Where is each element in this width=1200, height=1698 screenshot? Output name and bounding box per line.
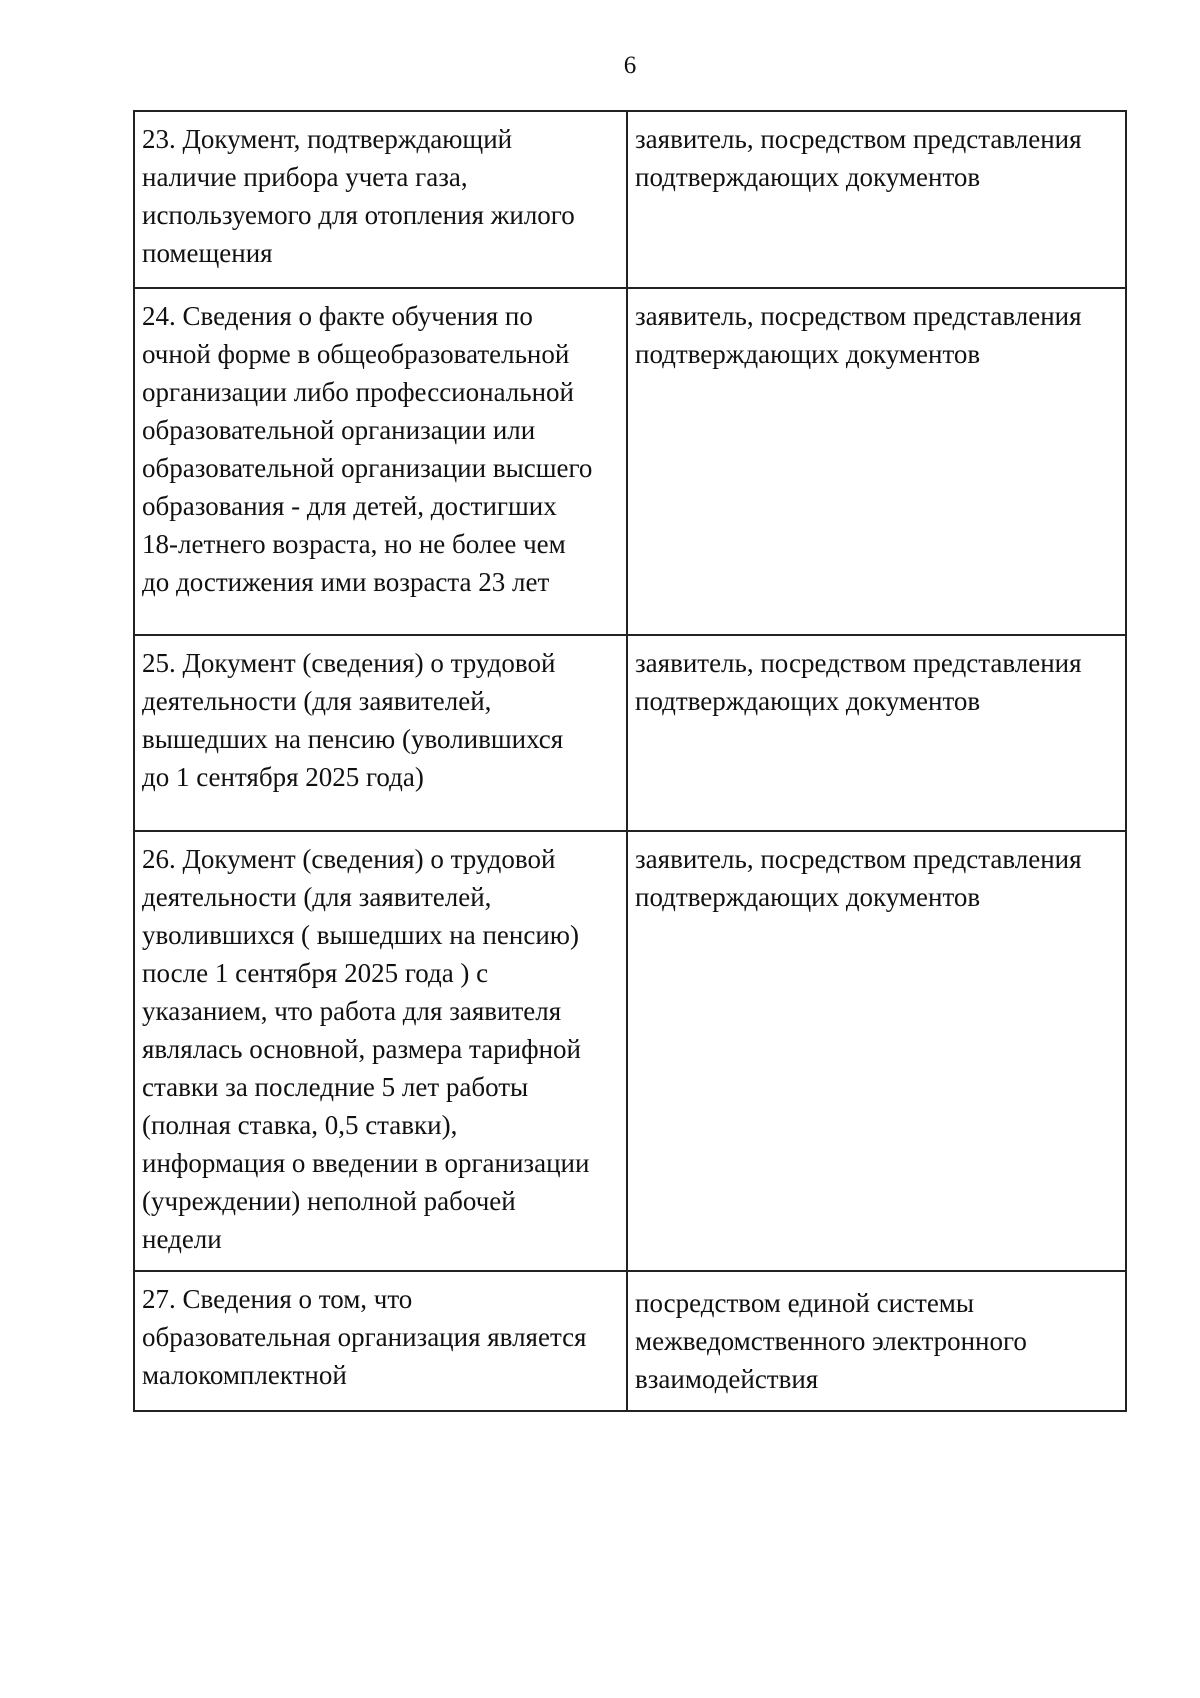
document-cell: 24. Сведения о факте обучения по очной форме в общеобразовательной организации либо профессиональной образовательной организации или образовательной организации высшего образования - для детей, достигших 18-летнего возраста, но не более чем до достижения ими возраста 23 лет [134,288,627,635]
source-cell: заявитель, посредством представления подтверждающих документов [627,831,1126,1271]
document-cell: 27. Сведения о том, что образовательная организация является малокомплектной [134,1271,627,1411]
source-cell: заявитель, посредством представления подтверждающих документов [627,111,1126,288]
source-cell: заявитель, посредством представления подтверждающих документов [627,288,1126,635]
source-cell: посредством единой системы межведомственного электронного взаимодействия [627,1271,1126,1411]
page-number: 6 [623,52,637,79]
documents-table [133,110,1127,1412]
table-row [134,635,1126,831]
document-cell: 23. Документ, подтверждающий наличие прибора учета газа, используемого для отопления жилого помещения [134,111,627,288]
table-row [134,1271,1126,1411]
table-row [134,288,1126,635]
document-cell: 26. Документ (сведения) о трудовой деятельности (для заявителей, уволившихся ( вышедших на пенсию) после 1 сентября 2025 года ) с указанием, что работа для заявителя являлась основной, размера тарифной ставки за последние 5 лет работы (полная ставка, 0,5 ставки), информация о введении в организации (учреждении) неполной рабочей недели [134,831,627,1271]
table-row [134,111,1126,288]
table-row [134,831,1126,1271]
document-cell: 25. Документ (сведения) о трудовой деятельности (для заявителей, вышедших на пенсию (уволившихся до 1 сентября 2025 года) [134,635,627,831]
source-cell: заявитель, посредством представления подтверждающих документов [627,635,1126,831]
